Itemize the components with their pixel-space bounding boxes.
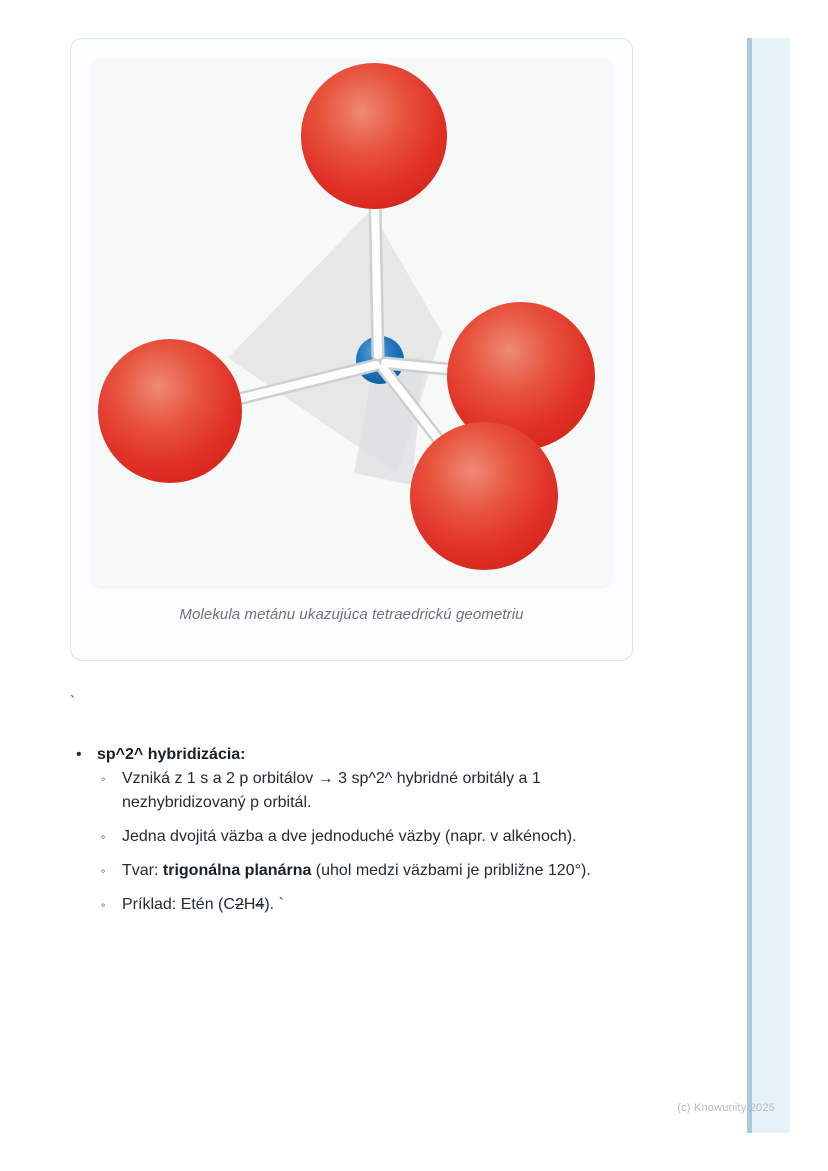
strikethrough-digit: 2 <box>234 896 244 913</box>
list-item-segment: Tvar: <box>122 862 163 879</box>
list-item-bold: trigonálna planárna <box>162 862 312 879</box>
figure-card <box>70 38 633 661</box>
list-item <box>70 893 650 917</box>
bullet-icon: • <box>76 746 82 763</box>
list-item-segment: (uhol medzi väzbami je približne 120°). <box>311 862 591 879</box>
sub-bullet-icon: ◦ <box>101 830 106 844</box>
list-item-line: nezhybridizovaný p orbitál. <box>122 794 312 811</box>
methane-3d-illustration <box>92 59 611 586</box>
list-item-segment: H <box>243 896 256 913</box>
list-item-heading <box>70 743 650 767</box>
list-item <box>70 767 650 815</box>
list-item-text: Jedna dvojitá väzba a dve jednoduché väzby (napr. v alkénoch). <box>122 828 577 845</box>
list-item-segment: Príklad: Etén (C <box>122 896 235 913</box>
list-item-segment: ). ` <box>264 896 284 913</box>
list-item-text <box>122 770 541 811</box>
copyright-note: (c) Knowunity 2025 <box>677 1102 775 1114</box>
scrollbar-track[interactable] <box>752 38 790 1133</box>
sub-bullet-icon: ◦ <box>101 898 106 912</box>
list-item <box>70 859 650 883</box>
hydrogen-atom <box>98 339 242 483</box>
list-item-line: Vzniká z 1 s a 2 p orbitálov → 3 sp^2^ hybridné orbitály a 1 <box>122 770 541 787</box>
hydrogen-atom <box>301 63 447 209</box>
scrollbar-strip[interactable] <box>747 38 790 1133</box>
hydrogen-atom <box>410 422 558 570</box>
stray-backtick: ` <box>70 693 75 710</box>
hybridization-list <box>70 743 650 917</box>
strikethrough-digit: 4 <box>255 896 265 913</box>
figure-caption: Molekula metánu ukazujúca tetraedrickú geometriu <box>179 606 524 623</box>
list-heading: sp^2^ hybridizácia: <box>97 746 246 763</box>
list-item <box>70 825 650 849</box>
list-item-text <box>122 896 284 913</box>
molecule-figure <box>92 59 611 586</box>
sub-bullet-icon: ◦ <box>101 772 106 786</box>
list-item-text <box>122 862 591 879</box>
sub-bullet-icon: ◦ <box>101 864 106 878</box>
